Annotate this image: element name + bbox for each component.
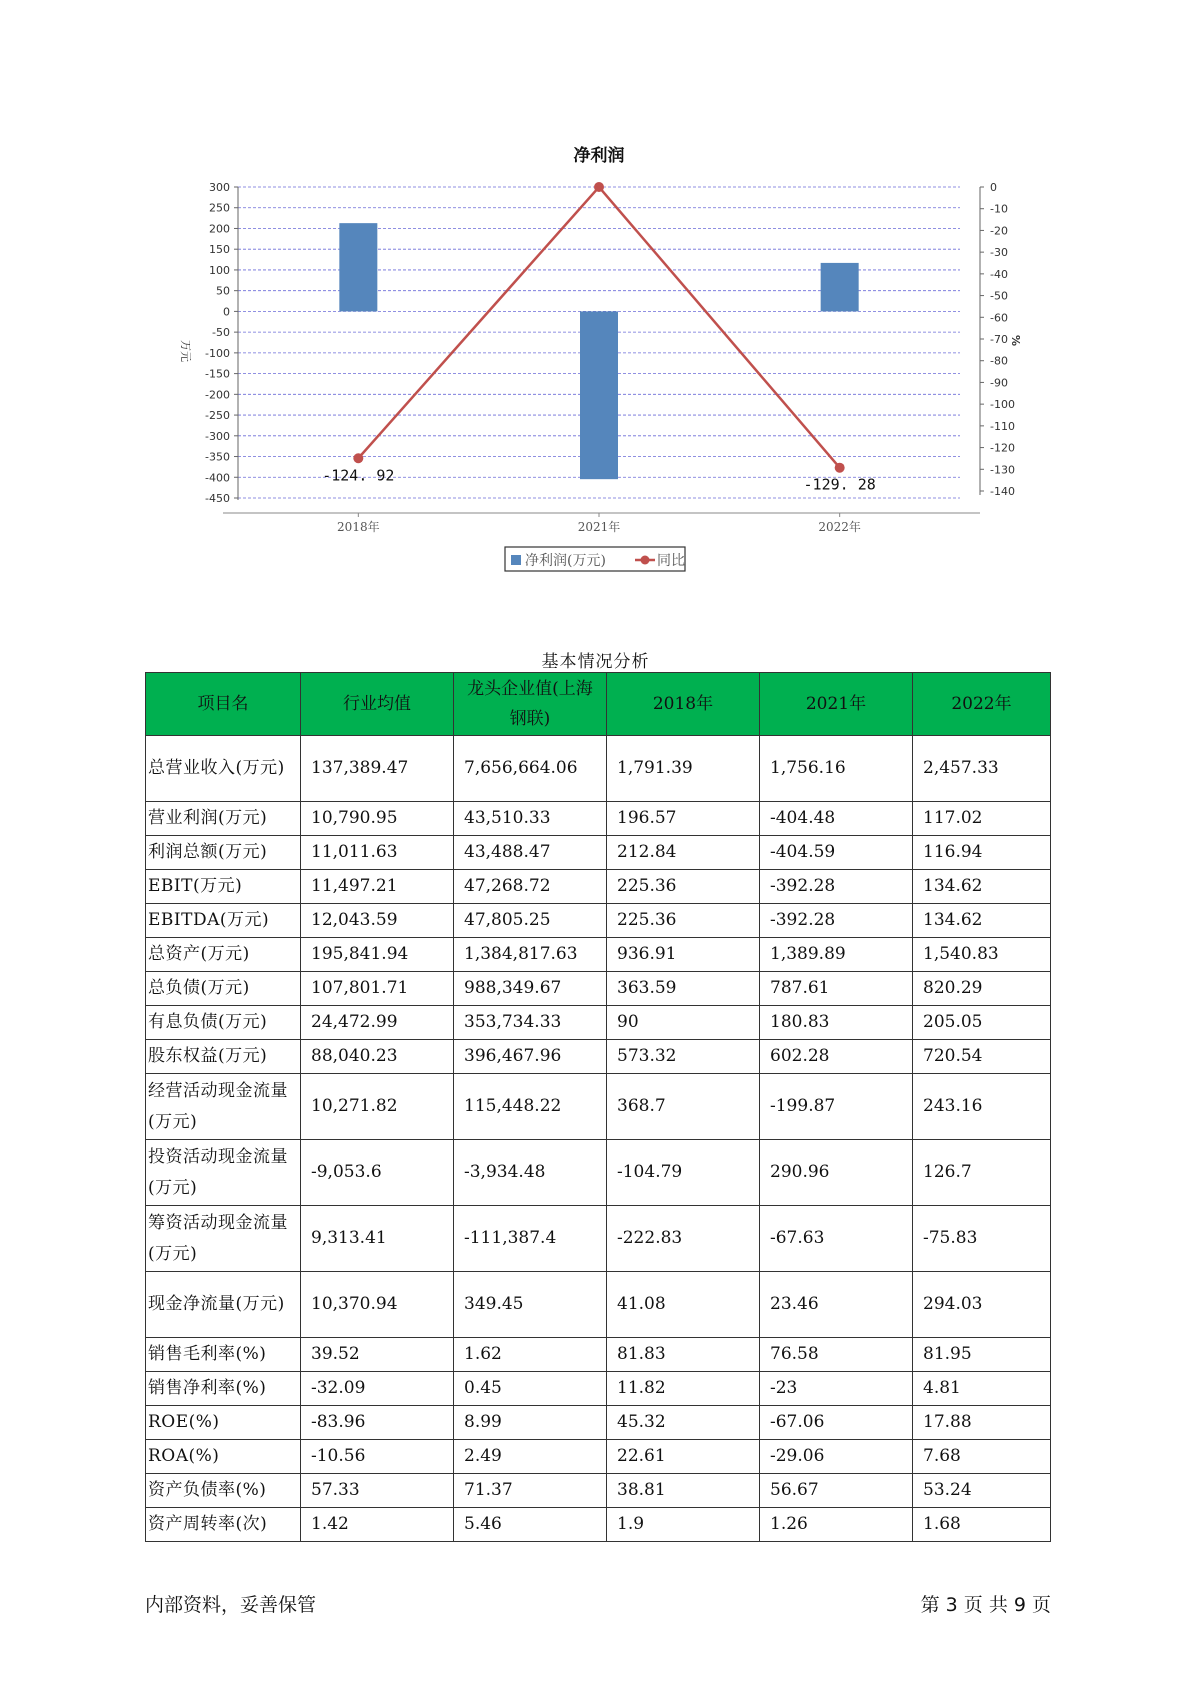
value-cell: 134.62 <box>913 904 1051 938</box>
value-cell: 7,656,664.06 <box>454 736 607 802</box>
y2-tick-label: -50 <box>990 289 1008 303</box>
value-cell: 602.28 <box>760 1040 913 1074</box>
footer-page-number: 第 3 页 共 9 页 <box>920 1594 1051 1616</box>
row-label-cell: 销售毛利率(%) <box>146 1338 301 1372</box>
value-cell: 720.54 <box>913 1040 1051 1074</box>
value-cell: -75.83 <box>913 1206 1051 1272</box>
y-tick-label: -300 <box>205 429 230 443</box>
header-2021: 2021年 <box>760 673 913 736</box>
net-profit-chart <box>170 135 1030 590</box>
value-cell: -10.56 <box>301 1440 454 1474</box>
value-cell: -23 <box>760 1372 913 1406</box>
y2-axis-label: % <box>1009 335 1022 347</box>
value-cell: 90 <box>607 1006 760 1040</box>
table-row <box>146 1372 1051 1406</box>
value-cell: 820.29 <box>913 972 1051 1006</box>
value-cell: 205.05 <box>913 1006 1051 1040</box>
value-cell: 88,040.23 <box>301 1040 454 1074</box>
value-cell: 57.33 <box>301 1474 454 1508</box>
header-industry-avg: 行业均值 <box>301 673 454 736</box>
table-row <box>146 1406 1051 1440</box>
table-row <box>146 802 1051 836</box>
table-row <box>146 1440 1051 1474</box>
table-row <box>146 972 1051 1006</box>
value-cell: 396,467.96 <box>454 1040 607 1074</box>
table-row <box>146 938 1051 972</box>
legend-line-marker <box>641 556 650 565</box>
y-tick-label: -50 <box>212 326 230 340</box>
value-cell: 43,510.33 <box>454 802 607 836</box>
value-cell: 10,790.95 <box>301 802 454 836</box>
legend-line-label: 同比 <box>657 553 685 569</box>
value-cell: 107,801.71 <box>301 972 454 1006</box>
value-cell: -83.96 <box>301 1406 454 1440</box>
y-tick-label: -250 <box>205 409 230 423</box>
y2-tick-label: -120 <box>990 441 1015 455</box>
value-cell: 76.58 <box>760 1338 913 1372</box>
table-row <box>146 1206 1051 1272</box>
value-cell: 180.83 <box>760 1006 913 1040</box>
value-cell: 11.82 <box>607 1372 760 1406</box>
value-cell: 290.96 <box>760 1140 913 1206</box>
table-row <box>146 1474 1051 1508</box>
value-cell: 22.61 <box>607 1440 760 1474</box>
value-cell: 1.62 <box>454 1338 607 1372</box>
y-tick-label: 0 <box>223 305 230 319</box>
net-profit-bar <box>339 223 377 311</box>
table-title: 基本情况分析 <box>541 652 650 672</box>
row-label-cell: 利润总额(万元) <box>146 836 301 870</box>
value-cell: 7.68 <box>913 1440 1051 1474</box>
value-cell: 137,389.47 <box>301 736 454 802</box>
value-cell: 117.02 <box>913 802 1051 836</box>
row-label-cell: 股东权益(万元) <box>146 1040 301 1074</box>
value-cell: 225.36 <box>607 904 760 938</box>
header-leader-value: 龙头企业值(上海钢联) <box>454 673 607 736</box>
value-cell: -404.59 <box>760 836 913 870</box>
y2-tick-label: -30 <box>990 246 1008 260</box>
value-cell: 5.46 <box>454 1508 607 1542</box>
value-cell: 1,384,817.63 <box>454 938 607 972</box>
row-label-cell: 总资产(万元) <box>146 938 301 972</box>
y2-tick-label: -20 <box>990 224 1008 238</box>
y-tick-label: 50 <box>216 284 230 298</box>
value-cell: 116.94 <box>913 836 1051 870</box>
y-tick-label: -200 <box>205 388 230 402</box>
value-cell: 1,756.16 <box>760 736 913 802</box>
row-label-cell: 总营业收入(万元) <box>146 736 301 802</box>
value-cell: 936.91 <box>607 938 760 972</box>
value-cell: -404.48 <box>760 802 913 836</box>
header-2018: 2018年 <box>607 673 760 736</box>
value-cell: 43,488.47 <box>454 836 607 870</box>
y-tick-label: 150 <box>209 243 230 257</box>
row-label-cell: 经营活动现金流量(万元) <box>146 1074 301 1140</box>
value-cell: 0.45 <box>454 1372 607 1406</box>
row-label-cell: 营业利润(万元) <box>146 802 301 836</box>
value-cell: 1.42 <box>301 1508 454 1542</box>
y-tick-label: 250 <box>209 201 230 215</box>
value-cell: 56.67 <box>760 1474 913 1508</box>
value-cell: 81.95 <box>913 1338 1051 1372</box>
value-cell: -9,053.6 <box>301 1140 454 1206</box>
table-body <box>146 736 1051 1542</box>
value-cell: 1.26 <box>760 1508 913 1542</box>
y-tick-label: -100 <box>205 346 230 360</box>
table-row <box>146 1272 1051 1338</box>
legend-bar-label: 净利润(万元) <box>525 553 606 569</box>
yoy-data-label: -124. 92 <box>322 466 395 485</box>
y2-tick-label: -110 <box>990 419 1015 433</box>
y2-tick-label: -130 <box>990 463 1015 477</box>
y-tick-label: -400 <box>205 471 230 485</box>
value-cell: 243.16 <box>913 1074 1051 1140</box>
row-label-cell: 总负债(万元) <box>146 972 301 1006</box>
row-label-cell: 资产负债率(%) <box>146 1474 301 1508</box>
basic-analysis-table <box>145 672 1051 1542</box>
value-cell: -222.83 <box>607 1206 760 1272</box>
table-row <box>146 870 1051 904</box>
value-cell: -29.06 <box>760 1440 913 1474</box>
value-cell: 23.46 <box>760 1272 913 1338</box>
y-tick-label: -350 <box>205 450 230 464</box>
value-cell: 225.36 <box>607 870 760 904</box>
header-2022: 2022年 <box>913 673 1051 736</box>
value-cell: 38.81 <box>607 1474 760 1508</box>
row-label-cell: 销售净利率(%) <box>146 1372 301 1406</box>
value-cell: 39.52 <box>301 1338 454 1372</box>
value-cell: 1,389.89 <box>760 938 913 972</box>
chart-title: 净利润 <box>573 146 625 166</box>
value-cell: 41.08 <box>607 1272 760 1338</box>
value-cell: 53.24 <box>913 1474 1051 1508</box>
y2-tick-label: -70 <box>990 333 1008 346</box>
header-item-name: 项目名 <box>146 673 301 736</box>
row-label-cell: 资产周转率(次) <box>146 1508 301 1542</box>
value-cell: 363.59 <box>607 972 760 1006</box>
value-cell: 1.68 <box>913 1508 1051 1542</box>
row-label-cell: ROE(%) <box>146 1406 301 1440</box>
value-cell: 10,271.82 <box>301 1074 454 1140</box>
y2-tick-label: 0 <box>990 181 997 194</box>
yoy-data-label: -129. 28 <box>803 475 876 494</box>
value-cell: 2.49 <box>454 1440 607 1474</box>
value-cell: -67.06 <box>760 1406 913 1440</box>
value-cell: 12,043.59 <box>301 904 454 938</box>
value-cell: 11,011.63 <box>301 836 454 870</box>
value-cell: -104.79 <box>607 1140 760 1206</box>
value-cell: 988,349.67 <box>454 972 607 1006</box>
value-cell: 368.7 <box>607 1074 760 1140</box>
value-cell: -199.87 <box>760 1074 913 1140</box>
row-label-cell: 投资活动现金流量(万元) <box>146 1140 301 1206</box>
y2-tick-label: -40 <box>990 267 1008 281</box>
yoy-point <box>594 182 604 192</box>
y2-tick-label: -140 <box>990 485 1015 498</box>
yoy-point <box>835 463 845 473</box>
value-cell: 134.62 <box>913 870 1051 904</box>
value-cell: 573.32 <box>607 1040 760 1074</box>
value-cell: 47,268.72 <box>454 870 607 904</box>
value-cell: 11,497.21 <box>301 870 454 904</box>
y-tick-label: -150 <box>205 367 230 381</box>
table-row <box>146 904 1051 938</box>
value-cell: 196.57 <box>607 802 760 836</box>
table-row <box>146 1140 1051 1206</box>
y2-tick-label: -10 <box>990 202 1008 216</box>
y2-tick-label: -60 <box>990 311 1008 325</box>
table-row <box>146 1040 1051 1074</box>
footer-confidential-note: 内部资料，妥善保管 <box>145 1594 317 1616</box>
net-profit-bar <box>580 311 618 479</box>
value-cell: 115,448.22 <box>454 1074 607 1140</box>
value-cell: -111,387.4 <box>454 1206 607 1272</box>
value-cell: -392.28 <box>760 904 913 938</box>
value-cell: 353,734.33 <box>454 1006 607 1040</box>
value-cell: -392.28 <box>760 870 913 904</box>
table-row <box>146 736 1051 802</box>
value-cell: 71.37 <box>454 1474 607 1508</box>
x-tick-label: 2022年 <box>818 520 861 534</box>
value-cell: 1,791.39 <box>607 736 760 802</box>
value-cell: 81.83 <box>607 1338 760 1372</box>
value-cell: -32.09 <box>301 1372 454 1406</box>
net-profit-bar <box>821 263 859 311</box>
row-label-cell: ROA(%) <box>146 1440 301 1474</box>
value-cell: 24,472.99 <box>301 1006 454 1040</box>
value-cell: 294.03 <box>913 1272 1051 1338</box>
value-cell: 9,313.41 <box>301 1206 454 1272</box>
table-row <box>146 836 1051 870</box>
x-tick-label: 2018年 <box>337 520 380 534</box>
value-cell: 17.88 <box>913 1406 1051 1440</box>
legend-bar-swatch <box>511 555 521 565</box>
table-row <box>146 1338 1051 1372</box>
x-tick-label: 2021年 <box>577 520 621 534</box>
value-cell: 1.9 <box>607 1508 760 1542</box>
value-cell: 47,805.25 <box>454 904 607 938</box>
row-label-cell: 现金净流量(万元) <box>146 1272 301 1338</box>
table-row <box>146 1508 1051 1542</box>
row-label-cell: 筹资活动现金流量(万元) <box>146 1206 301 1272</box>
value-cell: 2,457.33 <box>913 736 1051 802</box>
row-label-cell: EBITDA(万元) <box>146 904 301 938</box>
value-cell: 10,370.94 <box>301 1272 454 1338</box>
y-tick-label: -450 <box>205 492 230 505</box>
y-axis-label: 万元 <box>179 340 192 362</box>
value-cell: 45.32 <box>607 1406 760 1440</box>
row-label-cell: EBIT(万元) <box>146 870 301 904</box>
value-cell: -67.63 <box>760 1206 913 1272</box>
value-cell: -3,934.48 <box>454 1140 607 1206</box>
y2-tick-label: -80 <box>990 354 1008 368</box>
value-cell: 787.61 <box>760 972 913 1006</box>
y2-tick-label: -100 <box>990 398 1015 412</box>
value-cell: 195,841.94 <box>301 938 454 972</box>
value-cell: 8.99 <box>454 1406 607 1440</box>
row-label-cell: 有息负债(万元) <box>146 1006 301 1040</box>
value-cell: 1,540.83 <box>913 938 1051 972</box>
value-cell: 212.84 <box>607 836 760 870</box>
y-tick-label: 200 <box>209 222 230 236</box>
table-header-row <box>146 673 1051 736</box>
table-row <box>146 1074 1051 1140</box>
chart-canvas <box>170 135 1030 590</box>
value-cell: 349.45 <box>454 1272 607 1338</box>
y-tick-label: 300 <box>209 181 230 194</box>
table-row <box>146 1006 1051 1040</box>
y2-tick-label: -90 <box>990 376 1008 390</box>
value-cell: 4.81 <box>913 1372 1051 1406</box>
y-tick-label: 100 <box>209 263 230 277</box>
value-cell: 126.7 <box>913 1140 1051 1206</box>
yoy-point <box>353 453 363 463</box>
